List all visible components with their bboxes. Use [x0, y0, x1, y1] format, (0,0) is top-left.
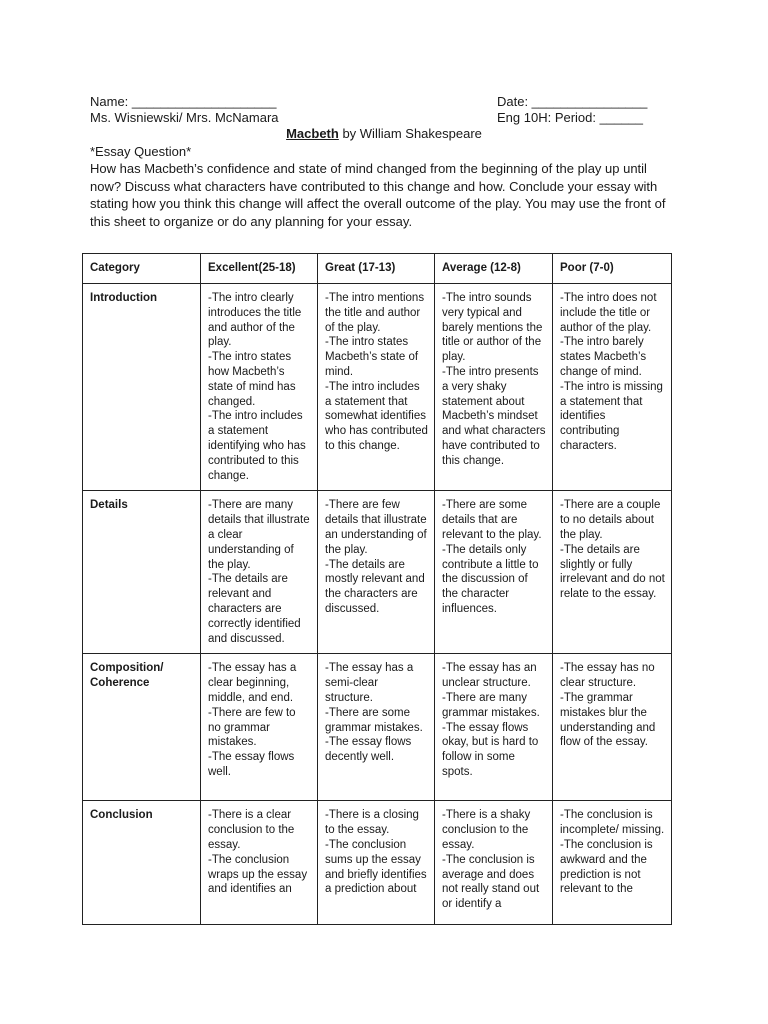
rubric-row-introduction: [83, 284, 672, 491]
rubric-cell-average: -There are some details that are relevant to the play. -The details only contribute a little to the discussion of the character influences.: [435, 491, 553, 654]
rubric-cell-great: -The intro mentions the title and author of the play. -The intro states Macbeth’s state of mind. -The intro includes a statement that somewhat identifies who has contributed to this change.: [318, 284, 435, 491]
essay-question-label: *Essay Question*: [90, 144, 192, 159]
rubric-cell-excellent: -The essay has a clear beginning, middle, and end. -There are few to no grammar mistakes. -The essay flows well.: [201, 654, 318, 801]
header-poor: Poor (7-0): [553, 254, 672, 284]
date-field-label: Date: ________________: [497, 94, 648, 109]
rubric-cell-poor: -The conclusion is incomplete/ missing. -The conclusion is awkward and the prediction is not relevant to the: [553, 801, 672, 925]
header-excellent: Excellent(25-18): [201, 254, 318, 284]
rubric-cell-poor: -The essay has no clear structure. -The grammar mistakes blur the understanding and flow of the essay.: [553, 654, 672, 801]
rubric-cell-excellent: -The intro clearly introduces the title and author of the play. -The intro states how Macbeth’s state of mind has changed. -The intro includes a statement identifying who has contributed to this change.: [201, 284, 318, 491]
rubric-cell-poor: -There are a couple to no details about the play. -The details are slightly or fully irrelevant and do not relate to the essay.: [553, 491, 672, 654]
name-field-label: Name: ____________________: [90, 94, 277, 109]
rubric-category-cell: Composition/ Coherence: [83, 654, 201, 801]
play-author: by William Shakespeare: [338, 126, 482, 141]
rubric-category-cell: Conclusion: [83, 801, 201, 925]
rubric-category-cell: Details: [83, 491, 201, 654]
essay-question-text: How has Macbeth’s confidence and state of mind changed from the beginning of the play up until now? Discuss what characters have contributed to this change and how. Conclude your essay with stating how you think this change will affect the overall outcome of the play. You may use the front of this sheet to organize or do any planning for your essay.: [90, 161, 666, 229]
rubric-cell-great: -There is a closing to the essay. -The conclusion sums up the essay and briefly identifies a prediction about: [318, 801, 435, 925]
rubric-category-cell: Introduction: [83, 284, 201, 491]
header-great: Great (17-13): [318, 254, 435, 284]
rubric-cell-poor: -The intro does not include the title or author of the play. -The intro barely states Macbeth’s change of mind. -The intro is missing a statement that identifies contributing characters.: [553, 284, 672, 491]
document-title: [0, 126, 768, 142]
teacher-names: Ms. Wisniewski/ Mrs. McNamara: [90, 110, 279, 125]
play-title: Macbeth: [286, 126, 339, 141]
header-category: Category: [83, 254, 201, 284]
header-average: Average (12-8): [435, 254, 553, 284]
rubric-header-row: [83, 254, 672, 284]
rubric-row-composition-coherence: [83, 654, 672, 801]
rubric-cell-average: -The essay has an unclear structure. -There are many grammar mistakes. -The essay flows okay, but is hard to follow in some spots.: [435, 654, 553, 801]
rubric-cell-great: -There are few details that illustrate an understanding of the play. -The details are mostly relevant and the characters are discussed.: [318, 491, 435, 654]
rubric-cell-great: -The essay has a semi-clear structure. -There are some grammar mistakes. -The essay flows decently well.: [318, 654, 435, 801]
grading-rubric-table: [82, 253, 672, 925]
rubric-cell-average: -There is a shaky conclusion to the essay. -The conclusion is average and does not really stand out or identify a: [435, 801, 553, 925]
rubric-row-details: [83, 491, 672, 654]
rubric-cell-excellent: -There are many details that illustrate a clear understanding of the play. -The details are relevant and characters are correctly identified and discussed.: [201, 491, 318, 654]
course-period-label: Eng 10H: Period: ______: [497, 110, 643, 125]
rubric-cell-average: -The intro sounds very typical and barely mentions the title or author of the play. -The intro presents a very shaky statement about Macbeth’s mindset and what characters have contributed to this change.: [435, 284, 553, 491]
rubric-row-conclusion: [83, 801, 672, 925]
rubric-cell-excellent: -There is a clear conclusion to the essay. -The conclusion wraps up the essay and identifies an: [201, 801, 318, 925]
